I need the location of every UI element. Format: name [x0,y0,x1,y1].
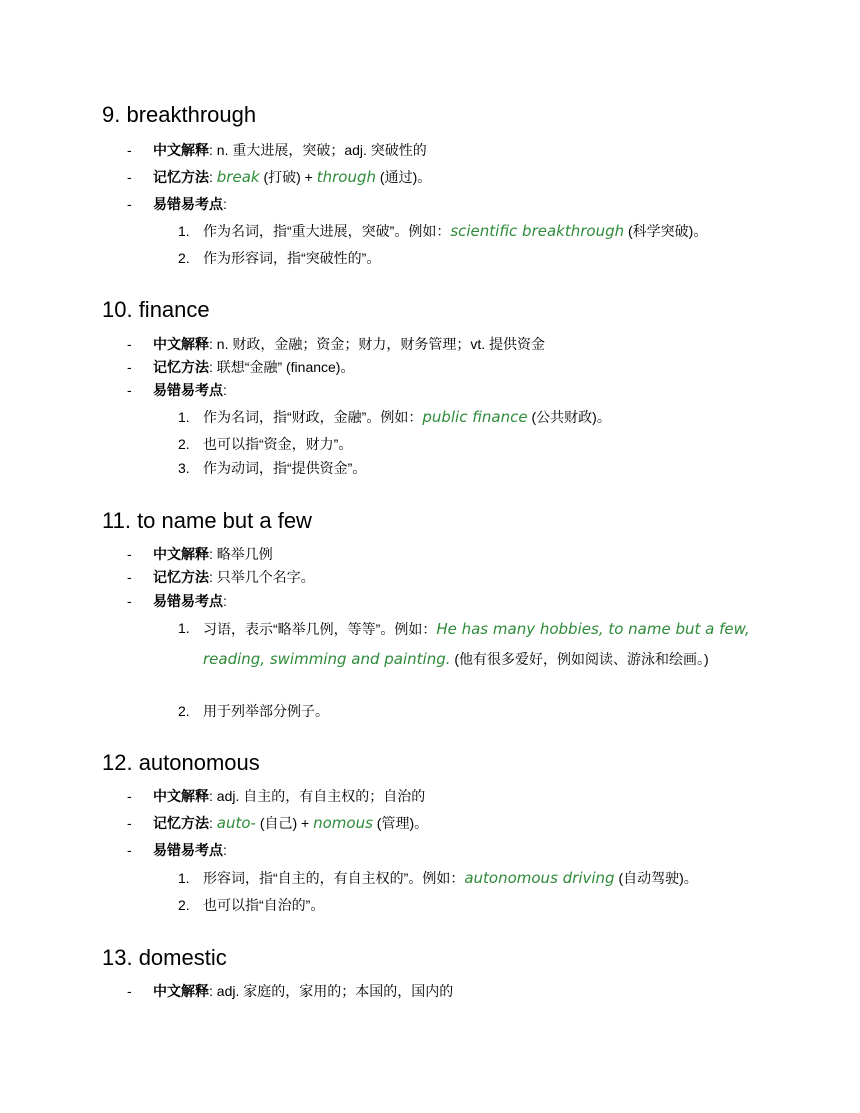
meaning-text: : n. 重大进展，突破；adj. 突破性的 [209,142,427,158]
vocab-entry: 9. breakthrough - 中文解释: n. 重大进展，突破；adj. 突破性的 - 记忆方法: break (打破) + through (通过)。 - 易错易考点: 1. 作为名词，指“重大进展，突破”。例如：scientific breakthrough (科学突破)。 2. 作为形容词，指“突破性的”。 [102,102,782,128]
pitfalls-label: 易错易考点 [153,593,223,609]
entry-title: 10. finance [102,297,210,322]
meaning-text: : n. 财政，金融；资金；财力，财务管理；vt. 提供资金 [209,336,546,352]
point-text: 作为形容词，指“突破性的”。 [203,250,381,266]
point-text: 也可以指“自治的”。 [203,897,325,913]
point-number: 2. [178,703,190,719]
memory-text: (自己) + [255,815,314,831]
point-number: 2. [178,436,190,452]
memory-text: (管理)。 [372,815,429,831]
memory-highlight: auto- [216,814,256,832]
meaning-text: : adj. 家庭的，家用的；本国的，国内的 [209,983,454,999]
point-number: 1. [178,223,190,239]
point-number: 2. [178,250,190,266]
memory-text: (通过)。 [376,169,432,185]
pitfalls-colon: : [223,593,227,609]
meaning-text: : adj. 自主的，有自主权的；自治的 [209,788,426,804]
point-text: (公共财政)。 [527,409,611,425]
point-number: 3. [178,460,190,476]
point-text: 形容词，指“自主的，有自主权的”。例如： [203,870,465,886]
point-text: 作为动词，指“提供资金”。 [203,460,367,476]
memory-highlight: through [316,168,377,186]
point-text: 作为名词，指“财政，金融”。例如： [203,409,423,425]
meaning-label: 中文解释 [153,983,209,999]
memory-label: 记忆方法 [153,815,209,831]
point-number: 1. [178,620,190,636]
point-number: 1. [178,870,190,886]
pitfalls-label: 易错易考点 [153,842,223,858]
pitfalls-label: 易错易考点 [153,382,223,398]
point-text: 习语，表示“略举几例，等等”。例如： [203,621,437,637]
memory-label: 记忆方法 [153,169,209,185]
memory-label: 记忆方法 [153,359,209,375]
meaning-label: 中文解释 [153,142,209,158]
memory-highlight: nomous [313,814,373,832]
entry-title: 12. autonomous [102,750,260,775]
memory-text: (打破) + [259,169,317,185]
meaning-label: 中文解释 [153,336,209,352]
point-number: 1. [178,409,190,425]
point-text: 也可以指“资金，财力”。 [203,436,353,452]
example-highlight: public finance [422,408,528,426]
pitfalls-colon: : [223,382,227,398]
memory-text: : 只举几个名字。 [209,569,315,585]
example-highlight: scientific breakthrough [450,222,625,240]
memory-text: : 联想“金融” (finance)。 [209,359,355,375]
meaning-label: 中文解释 [153,546,209,562]
point-text: (自动驾驶)。 [614,870,698,886]
example-highlight: He has many hobbies, to name but a few, reading, swimming and painting. [203,620,750,668]
entry-title: 9. breakthrough [102,102,257,127]
memory-label: 记忆方法 [153,569,209,585]
vocab-entry: 11. to name but a few - 中文解释: 略举几例 - 记忆方法: 只举几个名字。 - 易错易考点: 1. 习语，表示“略举几例，等等”。例如：He has many hobbies, to name but a few, reading, swimming and painting. (他有很多爱好，例如阅读、游泳和绘画。) 2. 用于列举部分例子。 [102,508,782,534]
point-text: 用于列举部分例子。 [203,703,329,719]
pitfalls-label: 易错易考点 [153,196,223,212]
entry-title: 13. domestic [102,945,227,970]
point-number: 2. [178,897,190,913]
vocab-entry: 13. domestic - 中文解释: adj. 家庭的，家用的；本国的，国内的 [102,945,782,971]
vocab-entry: 12. autonomous - 中文解释: adj. 自主的，有自主权的；自治的 - 记忆方法: auto- (自己) + nomous (管理)。 - 易错易考点: 1. 形容词，指“自主的，有自主权的”。例如：autonomous driving (自动驾驶)。 2. 也可以指“自治的”。 [102,750,782,776]
example-highlight: autonomous driving [464,869,615,887]
pitfalls-colon: : [223,842,227,858]
entry-title: 11. to name but a few [102,508,312,533]
point-text: (他有很多爱好，例如阅读、游泳和绘画。) [450,651,709,667]
point-text: 作为名词，指“重大进展，突破”。例如： [203,223,451,239]
pitfalls-colon: : [223,196,227,212]
meaning-text: : 略举几例 [209,546,273,562]
meaning-label: 中文解释 [153,788,209,804]
memory-highlight: break [216,168,260,186]
vocab-entry: 10. finance - 中文解释: n. 财政，金融；资金；财力，财务管理；vt. 提供资金 - 记忆方法: 联想“金融” (finance)。 - 易错易考点: 1. 作为名词，指“财政，金融”。例如：public finance (公共财政)。 2. 也可以指“资金，财力”。 3. 作为动词，指“提供资金”。 [102,297,782,323]
point-text: (科学突破)。 [624,223,708,239]
